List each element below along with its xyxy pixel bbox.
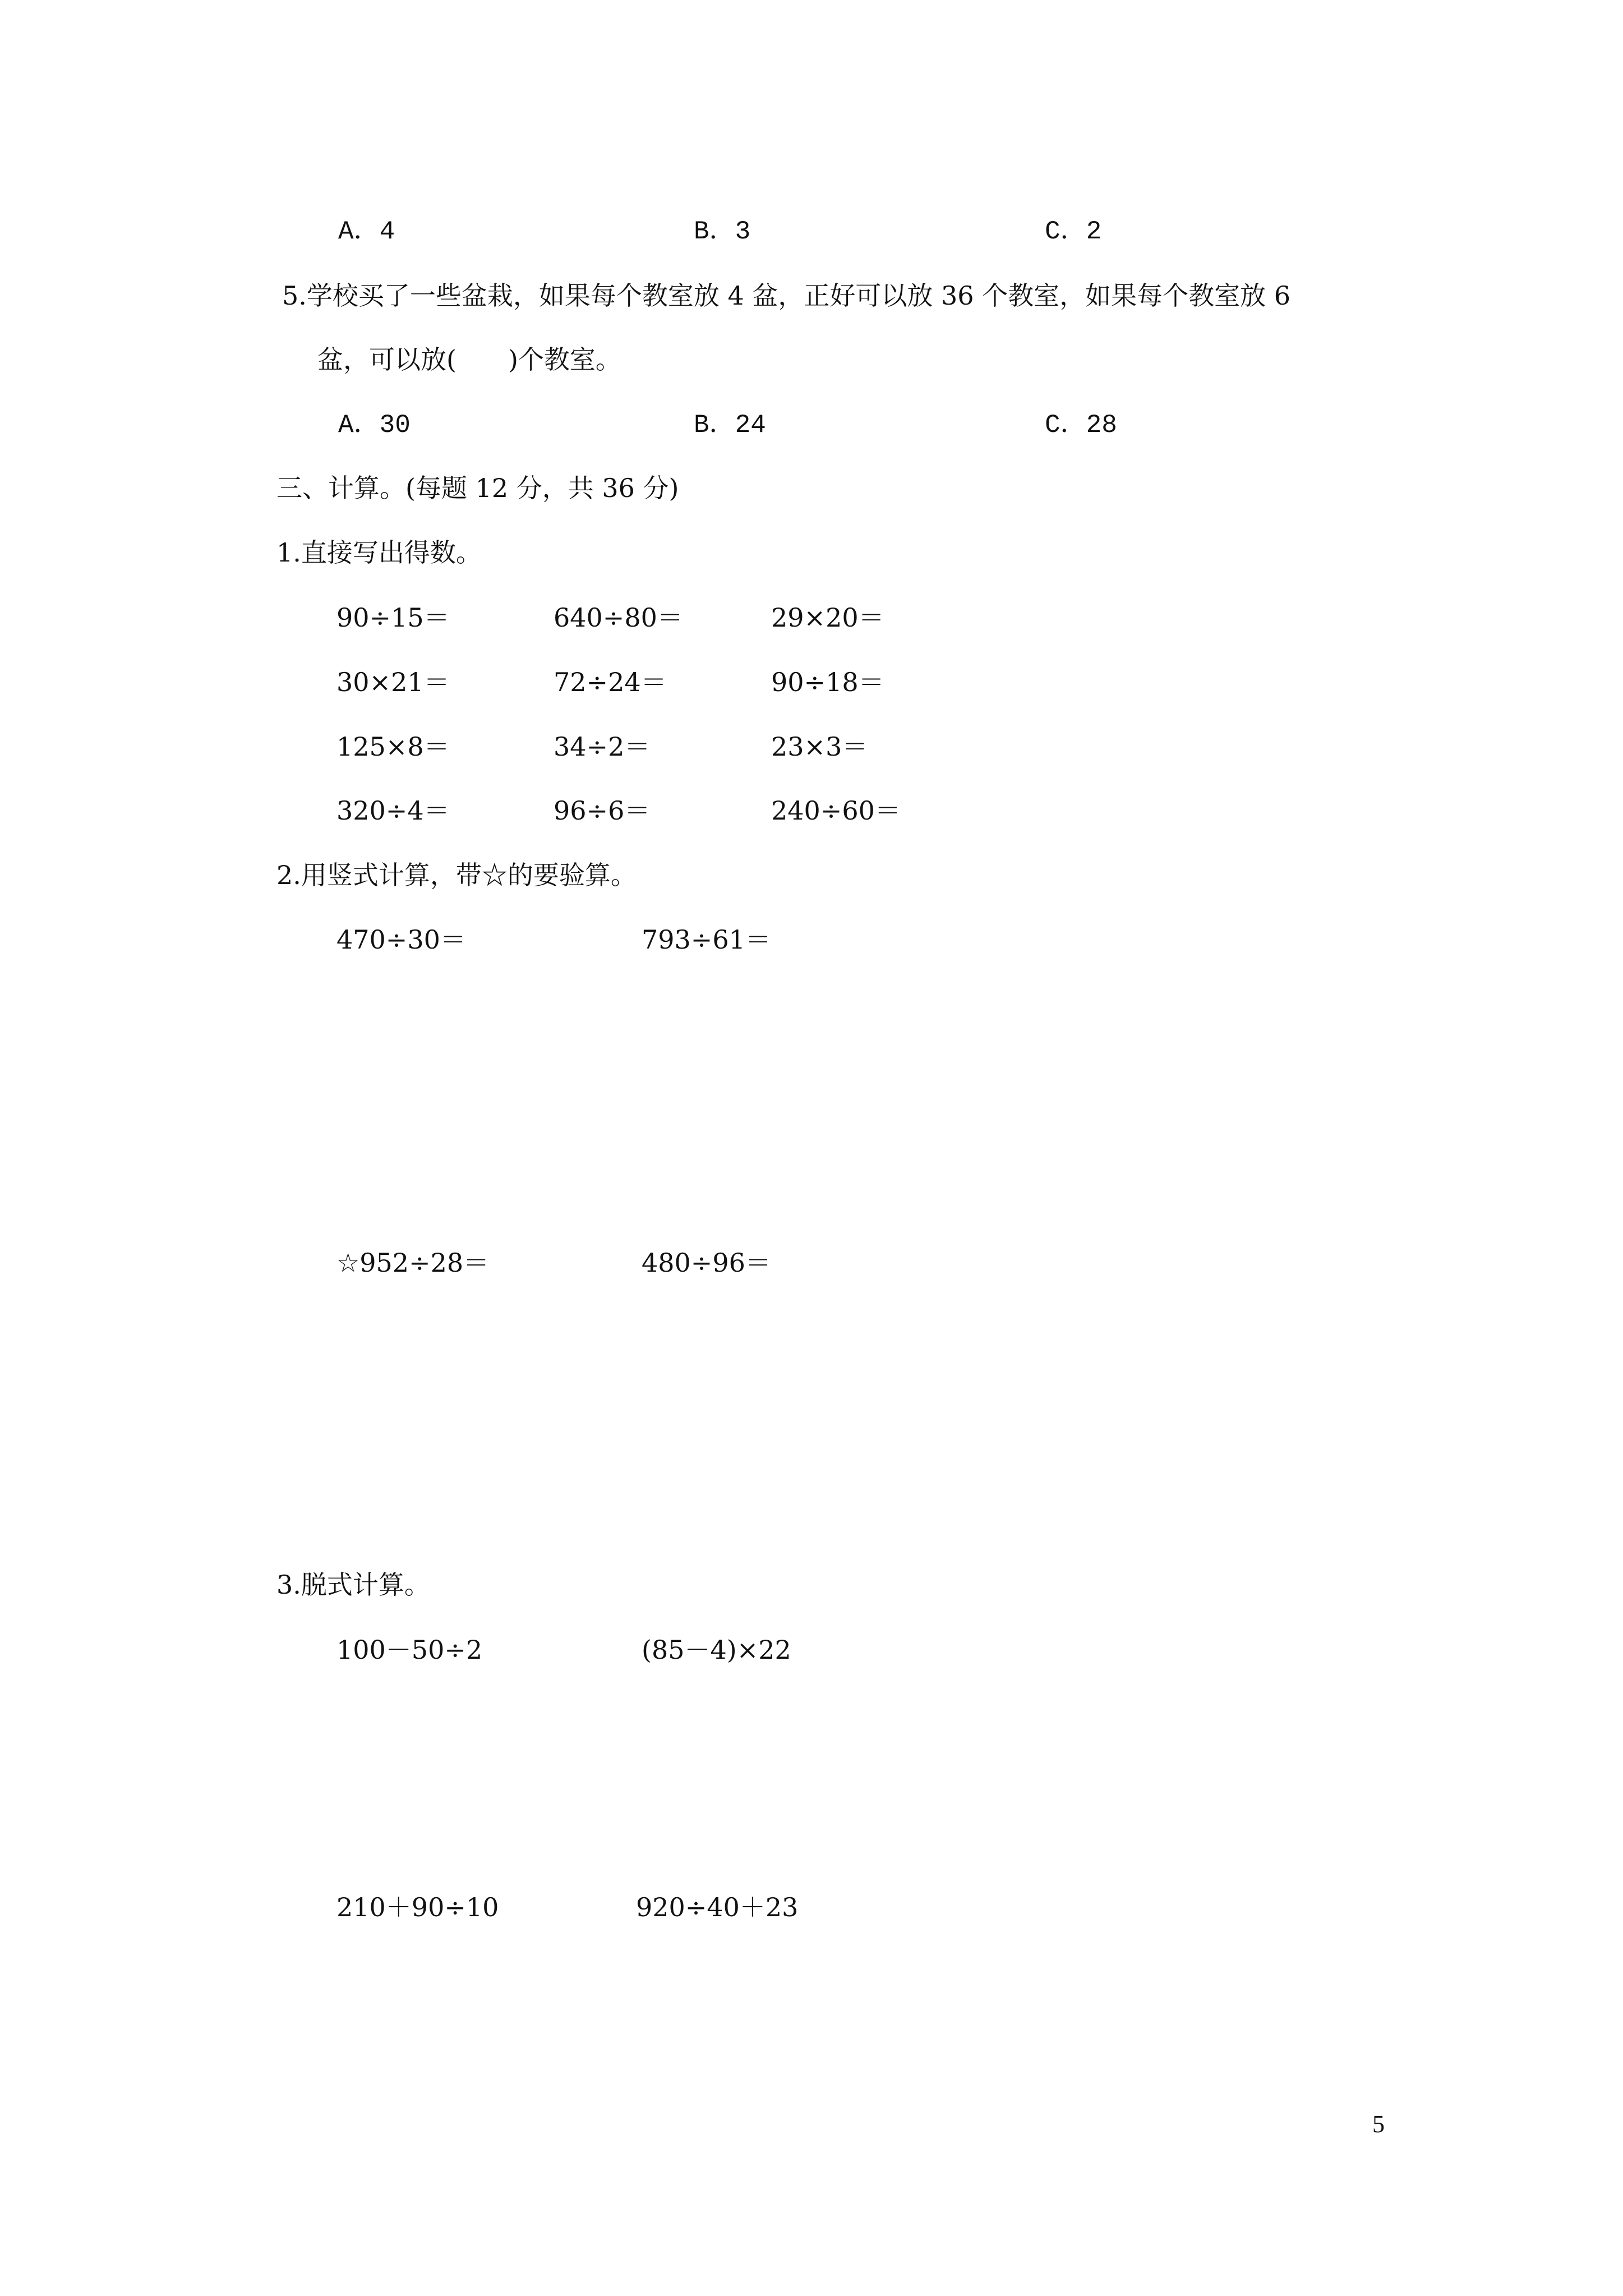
oral-calc-item: 320÷4＝: [336, 795, 450, 826]
vertical-calc-item: 480÷96＝: [642, 1248, 771, 1278]
oral-calc-item: 125×8＝: [336, 731, 450, 762]
section-heading: 三、计算。(每题 12 分，共 36 分): [276, 473, 679, 503]
q5-option-a: A．30: [338, 411, 411, 440]
q5-option-c: C．28: [1045, 411, 1117, 440]
q4-option-b: B．3: [694, 217, 751, 246]
oral-calc-item: 30×21＝: [336, 667, 450, 697]
page-number: 5: [1372, 2110, 1385, 2138]
step-calc-item: 100－50÷2: [336, 1635, 483, 1665]
oral-calc-item: 90÷18＝: [771, 667, 884, 697]
step-calc-item: (85－4)×22: [642, 1635, 791, 1665]
q5-text-line2: 盆，可以放( )个教室。: [317, 344, 621, 375]
oral-calc-item: 240÷60＝: [771, 795, 901, 826]
vertical-calc-item: ☆952÷28＝: [336, 1248, 490, 1278]
oral-calc-item: 640÷80＝: [554, 602, 683, 633]
part3-title: 3.脱式计算。: [276, 1570, 430, 1600]
part2-title: 2.用竖式计算，带☆的要验算。: [276, 860, 637, 890]
oral-calc-item: 90÷15＝: [336, 602, 450, 633]
step-calc-item: 210＋90÷10: [336, 1892, 499, 1922]
vertical-calc-item: 793÷61＝: [642, 924, 771, 955]
q4-option-c: C．2: [1045, 217, 1102, 246]
q5-text-line1: 5.学校买了一些盆栽，如果每个教室放 4 盆，正好可以放 36 个教室，如果每个教室放 6: [282, 280, 1291, 311]
step-calc-item: 920÷40＋23: [636, 1892, 799, 1922]
oral-calc-item: 72÷24＝: [554, 667, 667, 697]
q4-option-a: A．4: [338, 217, 395, 246]
oral-calc-item: 96÷6＝: [554, 795, 651, 826]
oral-calc-item: 23×3＝: [771, 731, 868, 762]
q5-option-b: B．24: [694, 411, 766, 440]
vertical-calc-item: 470÷30＝: [336, 924, 466, 955]
oral-calc-item: 34÷2＝: [554, 731, 651, 762]
part1-title: 1.直接写出得数。: [276, 537, 482, 568]
oral-calc-item: 29×20＝: [771, 602, 884, 633]
